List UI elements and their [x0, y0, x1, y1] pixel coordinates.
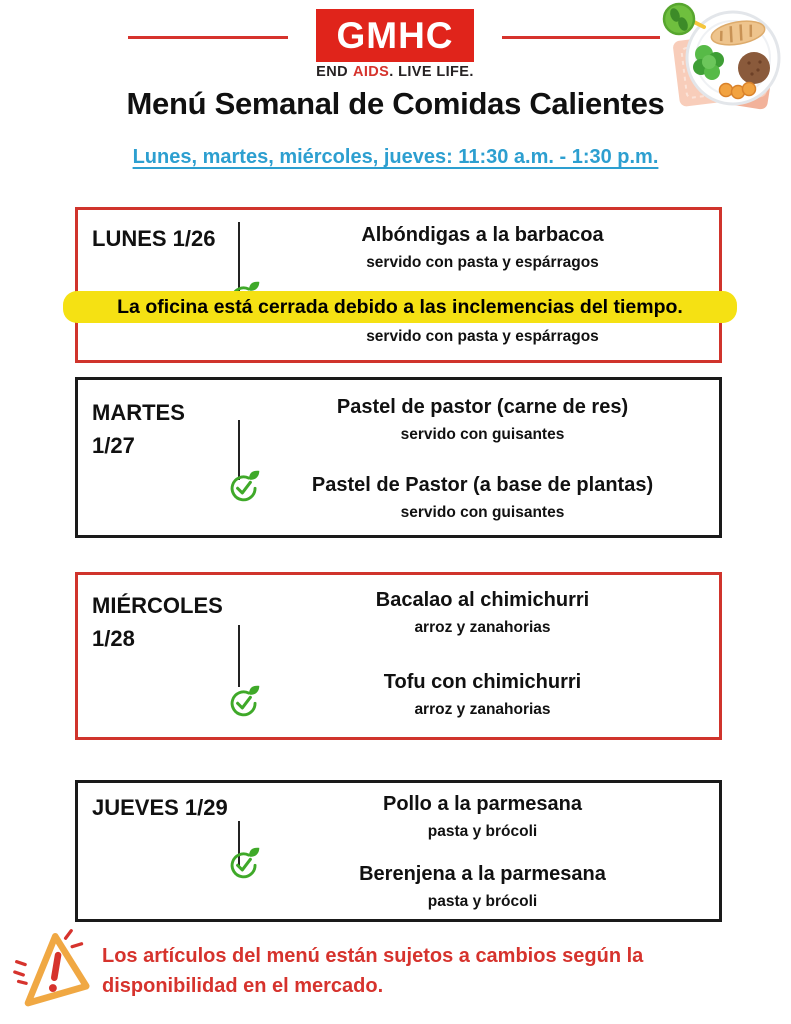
meat-patty — [738, 52, 770, 84]
meal-side: arroz y zanahorias — [414, 619, 551, 636]
day-box-lunes — [75, 207, 722, 363]
meal-side: pasta y brócoli — [427, 893, 538, 910]
meal-side: arroz y zanahorias — [414, 701, 551, 718]
day-label-martes: MARTES 1/27 — [92, 400, 185, 458]
day-box-jueves — [75, 780, 722, 922]
header-rule-right — [502, 36, 660, 39]
tagline-end: END — [316, 64, 348, 80]
meal-side: servido con guisantes — [400, 426, 565, 443]
schedule-line: Lunes, martes, miércoles, jueves: 11:30 a.m. - 1:30 p.m. — [132, 146, 659, 168]
day-label-miercoles: MIÉRCOLES 1/28 — [92, 593, 223, 651]
gmhc-logo-text: GMHC — [336, 14, 454, 56]
meal-side: servido con pasta y espárragos — [366, 254, 599, 271]
day-box-miercoles — [75, 572, 722, 740]
meal-name: Bacalao al chimichurri — [375, 589, 590, 611]
meal-name: Pastel de Pastor (a base de plantas) — [311, 474, 654, 496]
tagline-rest: . LIVE LIFE. — [389, 64, 474, 80]
meals-miercoles — [254, 588, 711, 719]
divider — [238, 625, 240, 687]
header-rule-left — [128, 36, 288, 39]
meals-martes — [254, 395, 711, 522]
meal-side: pasta y brócoli — [427, 823, 538, 840]
meal-side: servido con guisantes — [400, 504, 565, 521]
page-title: Menú Semanal de Comidas Calientes — [126, 86, 665, 121]
day-box-martes — [75, 377, 722, 538]
closure-notice: La oficina está cerrada debido a las inclemencias del tiempo. — [63, 291, 737, 323]
meals-lunes — [254, 223, 711, 346]
meal-name: Pollo a la parmesana — [383, 793, 582, 815]
gmhc-tagline — [271, 64, 519, 80]
meal-name: Pastel de pastor (carne de res) — [336, 396, 629, 418]
warning-triangle-icon — [12, 926, 106, 1020]
tagline-aids: AIDS — [353, 64, 390, 80]
meal-name: Tofu con chimichurri — [383, 671, 582, 693]
meal-name: Albóndigas a la barbacoa — [361, 224, 604, 246]
day-label-lunes: LUNES 1/26 — [92, 226, 216, 251]
day-label-jueves: JUEVES 1/29 — [92, 795, 228, 820]
footer-disclaimer: Los artículos del menú están sujetos a cambios según la disponibilidad en el mercado. — [102, 945, 644, 997]
meal-name: Berenjena a la parmesana — [359, 863, 606, 885]
meals-jueves — [254, 792, 711, 911]
gmhc-logo — [316, 9, 474, 62]
meal-side: servido con pasta y espárragos — [366, 328, 599, 345]
